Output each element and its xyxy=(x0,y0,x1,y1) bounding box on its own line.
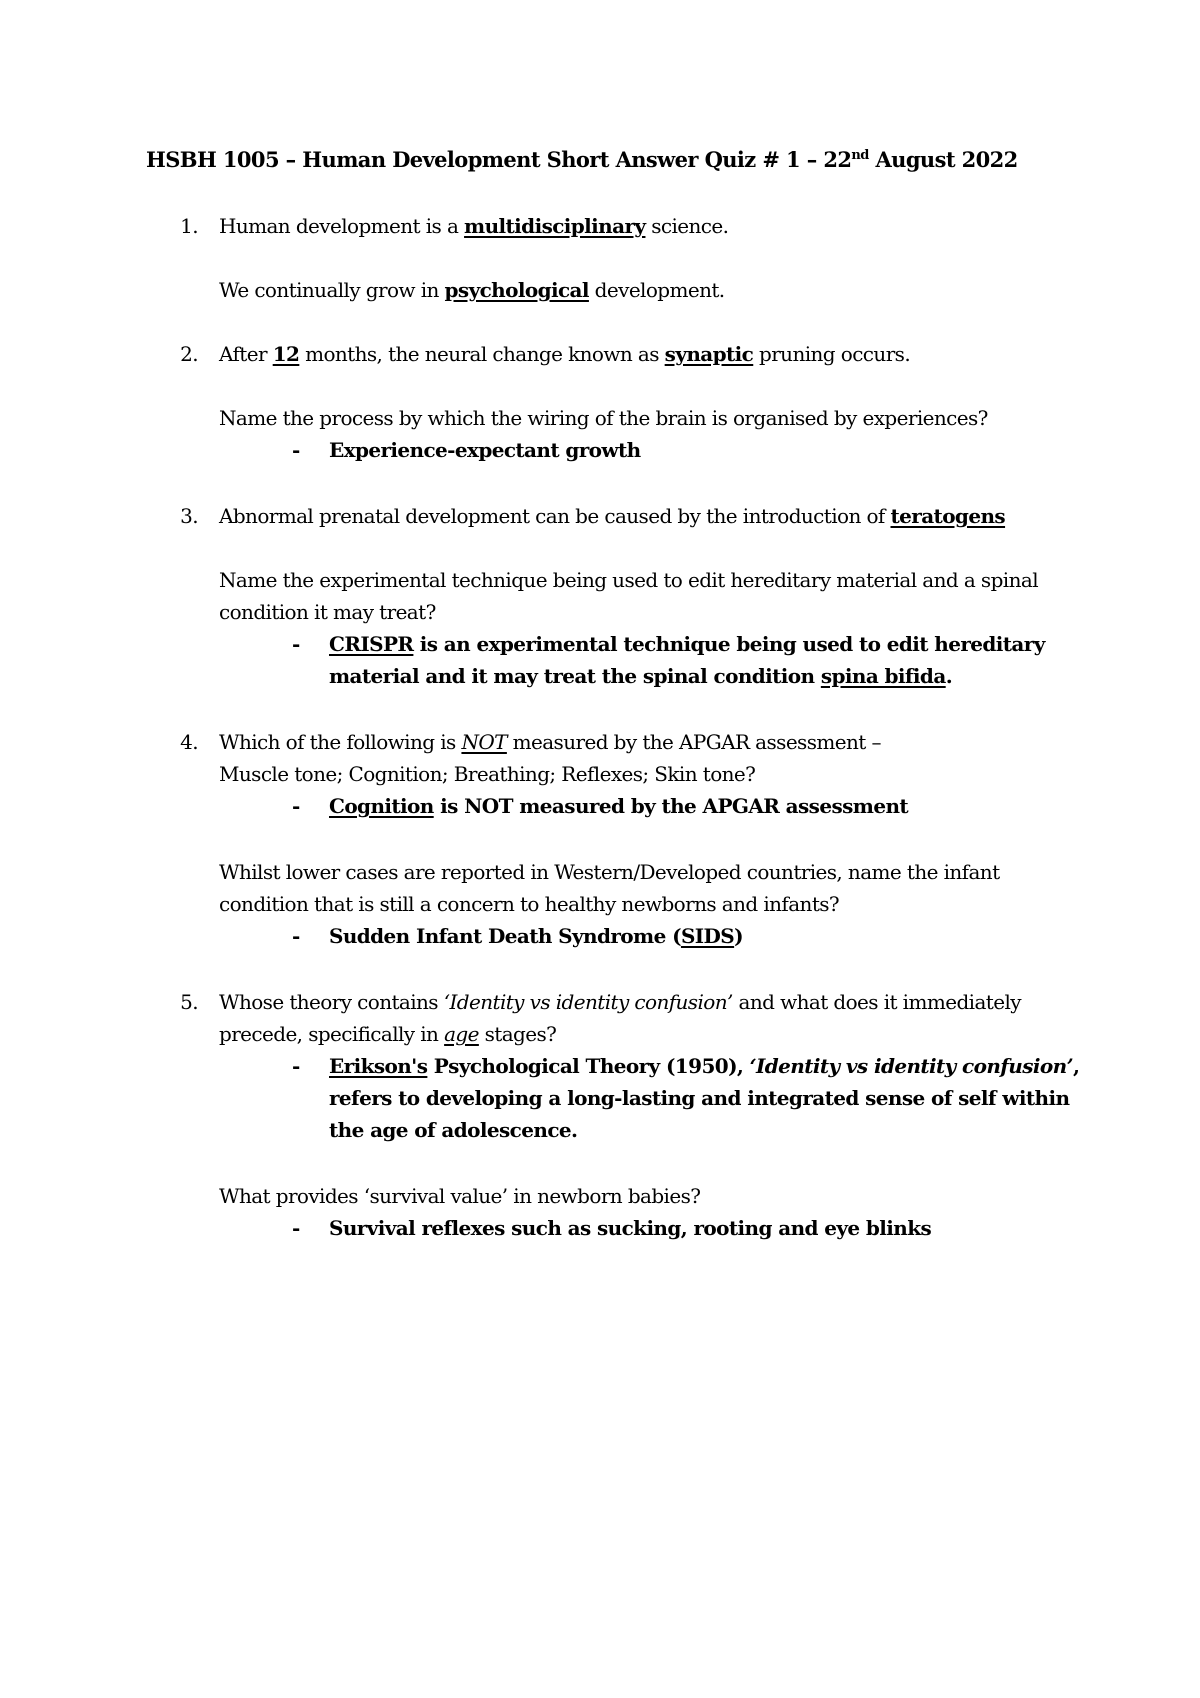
q5-answer-quote: ‘Identity vs identity confusion’ xyxy=(749,1054,1073,1078)
q1-statement-2 xyxy=(219,274,725,306)
q1-statement xyxy=(219,210,728,242)
q5-answer-theory: Psychological Theory (1950), xyxy=(427,1054,750,1078)
q1-text-2: We continually grow in xyxy=(219,278,445,302)
q5-answer-comma: , xyxy=(1072,1054,1080,1078)
q4-answer-2-close: ) xyxy=(734,924,743,948)
q3-answer-period: . xyxy=(945,664,953,688)
q3-answer-line-1 xyxy=(329,628,1045,660)
q5-bullet-2: - xyxy=(292,1216,301,1240)
q5-answer-2: Survival reflexes such as sucking, rooting and eye blinks xyxy=(329,1216,932,1240)
title-text: HSBH 1005 – Human Development Short Answer Quiz # 1 – 22 xyxy=(146,147,852,172)
q3-answer-line-2-text: material and it may treat the spinal condition xyxy=(329,664,821,688)
q5-quote: ‘Identity vs identity confusion’ xyxy=(443,990,733,1014)
q2-answer-1: 12 xyxy=(272,342,300,366)
q3-answer-crispr: CRISPR xyxy=(329,632,414,656)
document-title xyxy=(146,144,1018,176)
q5-question-line-2 xyxy=(219,1018,556,1050)
q1-text: Human development is a xyxy=(219,214,465,238)
q1-answer: multidisciplinary xyxy=(464,214,646,238)
q5-emphasis: age xyxy=(444,1022,479,1046)
q4-number: 4. xyxy=(180,730,198,754)
q5-question-2: What provides ‘survival value’ in newborn babies? xyxy=(219,1184,701,1208)
q4-answer-2-text: Sudden Infant Death Syndrome ( xyxy=(329,924,681,948)
q3-answer-line-1-rest: is an experimental technique being used to edit hereditary xyxy=(413,632,1045,656)
q5-answer-line-2: refers to developing a long-lasting and integrated sense of self within xyxy=(329,1086,1070,1110)
title-superscript: nd xyxy=(851,148,869,163)
q2-bullet: - xyxy=(292,438,301,462)
q2-answer: Experience-expectant growth xyxy=(329,438,641,462)
q4-answer-2-acronym: SIDS xyxy=(680,924,735,948)
q4-answer-1 xyxy=(329,790,908,822)
q4-answer-rest: is NOT measured by the APGAR assessment xyxy=(433,794,909,818)
q5-number: 5. xyxy=(180,990,198,1014)
q4-answer-term: Cognition xyxy=(329,794,434,818)
q3-number: 3. xyxy=(180,504,198,528)
q5-answer-line-1 xyxy=(329,1050,1079,1082)
q5-text-2: precede, specifically in xyxy=(219,1022,445,1046)
q3-question-line-1: Name the experimental technique being used to edit hereditary material and a spinal xyxy=(219,568,1038,592)
q2-answer-2: synaptic xyxy=(664,342,754,366)
q4-question-2-line-2: condition that is still a concern to healthy newborns and infants? xyxy=(219,892,840,916)
q4-text: Which of the following is xyxy=(219,730,462,754)
q4-text-end: measured by the APGAR assessment – xyxy=(506,730,881,754)
q5-text: Whose theory contains xyxy=(219,990,444,1014)
q5-answer-theorist: Erikson's xyxy=(329,1054,428,1078)
q1-number: 1. xyxy=(180,214,198,238)
q2-question: Name the process by which the wiring of the brain is organised by experiences? xyxy=(219,406,988,430)
q2-text-c: pruning occurs. xyxy=(753,342,911,366)
q2-number: 2. xyxy=(180,342,198,366)
q4-answer-2 xyxy=(329,920,743,952)
q1-text-end: science. xyxy=(645,214,729,238)
q5-bullet-1: - xyxy=(292,1054,301,1078)
q4-bullet-1: - xyxy=(292,794,301,818)
q4-question-line-1 xyxy=(219,726,881,758)
q3-answer-line-2 xyxy=(329,660,952,692)
q5-text-2-end: stages? xyxy=(478,1022,557,1046)
q5-answer-line-3: the age of adolescence. xyxy=(329,1118,578,1142)
q3-answer-term: teratogens xyxy=(890,504,1006,528)
title-suffix: August 2022 xyxy=(868,147,1018,172)
q4-bullet-2: - xyxy=(292,924,301,948)
q3-bullet: - xyxy=(292,632,301,656)
q3-statement xyxy=(219,500,1005,532)
q1-text-2-end: development. xyxy=(588,278,725,302)
q2-statement xyxy=(219,338,910,370)
q1-answer-2: psychological xyxy=(444,278,589,302)
q4-question-2-line-1: Whilst lower cases are reported in Western/Developed countries, name the infant xyxy=(219,860,1000,884)
q3-text: Abnormal prenatal development can be caused by the introduction of xyxy=(219,504,891,528)
q2-text-a: After xyxy=(219,342,273,366)
q2-text-b: months, the neural change known as xyxy=(299,342,665,366)
q5-question-line-1 xyxy=(219,986,1021,1018)
q3-answer-condition: spina bifida xyxy=(820,664,946,688)
q4-emphasis: NOT xyxy=(461,730,507,754)
q3-question-line-2: condition it may treat? xyxy=(219,600,436,624)
q4-question-line-2: Muscle tone; Cognition; Breathing; Reflexes; Skin tone? xyxy=(219,762,756,786)
q5-text-end: and what does it immediately xyxy=(732,990,1021,1014)
